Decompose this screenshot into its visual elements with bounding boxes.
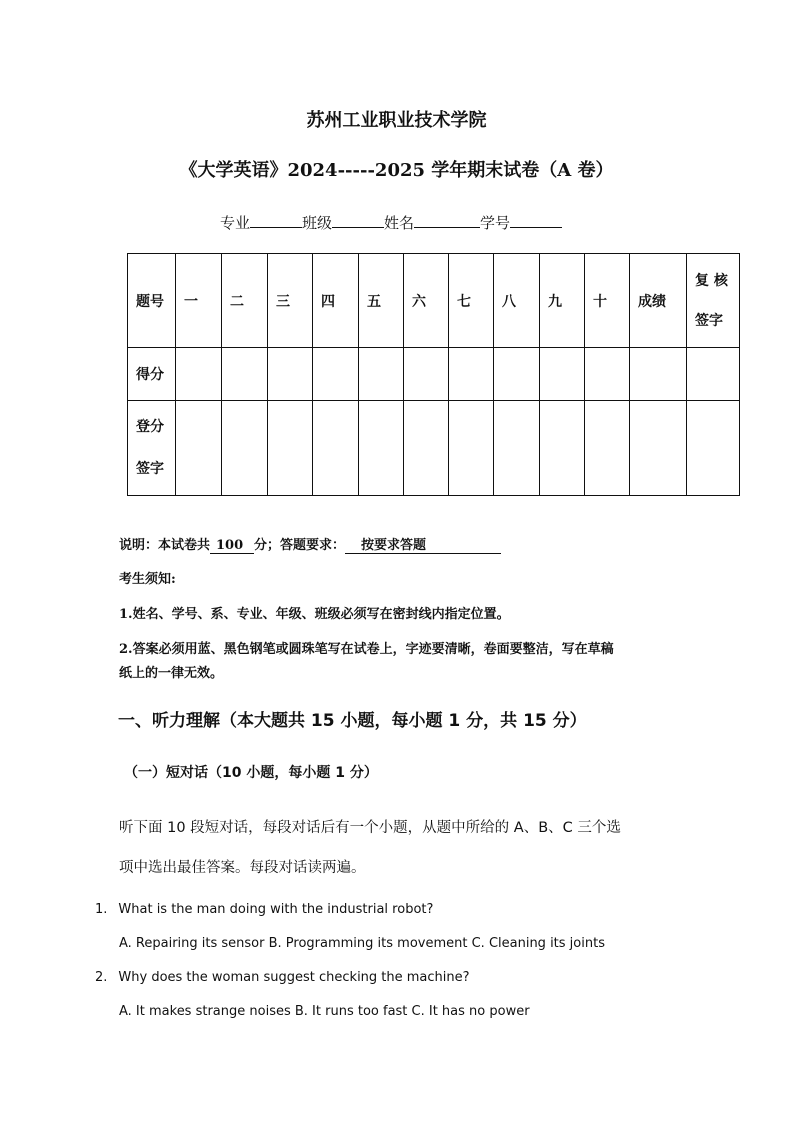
signature-cell[interactable] xyxy=(540,401,585,496)
score-cell[interactable] xyxy=(687,348,740,401)
score-cell[interactable] xyxy=(176,348,222,401)
subsection-title: （一）短对话（10 小题，每小题 1 分） xyxy=(124,765,378,781)
table-row xyxy=(128,401,740,496)
notice-1: 1.姓名、学号、系、专业、年级、班级必须写在密封线内指定位置。 xyxy=(119,607,510,622)
header-cell: 复 核 签字 xyxy=(687,254,740,348)
major-label: 专业 xyxy=(220,214,251,232)
question-2 xyxy=(95,970,470,985)
score-cell[interactable] xyxy=(494,348,540,401)
question-text: Why does the woman suggest checking the machine? xyxy=(118,970,470,985)
header-cell: 八 xyxy=(494,254,540,348)
answer-requirement: 按要求答题 xyxy=(345,534,501,554)
total-score: 100 xyxy=(210,538,254,554)
signature-cell[interactable] xyxy=(449,401,494,496)
id-field[interactable] xyxy=(510,213,562,228)
header-cell: 五 xyxy=(359,254,404,348)
signature-cell[interactable] xyxy=(313,401,359,496)
signature-cell[interactable] xyxy=(630,401,687,496)
name-label: 姓名 xyxy=(384,214,415,232)
question-text: What is the man doing with the industrial robot? xyxy=(118,902,434,917)
signature-cell[interactable] xyxy=(494,401,540,496)
signature-cell[interactable] xyxy=(359,401,404,496)
student-info-line xyxy=(220,212,562,233)
header-cell: 二 xyxy=(222,254,268,348)
header-cell: 四 xyxy=(313,254,359,348)
signature-cell[interactable] xyxy=(268,401,313,496)
signature-cell[interactable] xyxy=(585,401,630,496)
question-number: 2. xyxy=(95,970,108,985)
header-cell: 一 xyxy=(176,254,222,348)
score-label: 得分 xyxy=(128,348,176,401)
score-cell[interactable] xyxy=(540,348,585,401)
instructions-cont: 项中选出最佳答案。每段对话读两遍。 xyxy=(119,860,366,876)
class-label: 班级 xyxy=(302,214,333,232)
table-row xyxy=(128,348,740,401)
notice-2: 2.答案必须用蓝、黑色钢笔或圆珠笔写在试卷上，字迹要清晰，卷面要整洁，写在草稿 xyxy=(119,642,614,657)
description-text: 分；答题要求： xyxy=(254,538,346,553)
notice-2-cont: 纸上的一律无效。 xyxy=(119,666,224,681)
header-cell: 十 xyxy=(585,254,630,348)
major-field[interactable] xyxy=(250,213,302,228)
signature-cell[interactable] xyxy=(176,401,222,496)
question-1 xyxy=(95,902,433,917)
instructions: 听下面 10 段短对话，每段对话后有一个小题，从题中所给的 A、B、C 三个选 xyxy=(119,820,621,836)
signature-cell[interactable] xyxy=(222,401,268,496)
signature-label: 登分 签字 xyxy=(128,401,176,496)
exam-description xyxy=(119,534,501,554)
score-cell[interactable] xyxy=(313,348,359,401)
header-cell: 九 xyxy=(540,254,585,348)
question-2-options: A. It makes strange noises B. It runs too fast C. It has no power xyxy=(119,1004,530,1019)
description-text: 说明：本试卷共 xyxy=(119,538,211,553)
id-label: 学号 xyxy=(480,214,511,232)
notice-title: 考生须知: xyxy=(119,572,176,587)
score-table xyxy=(127,253,740,496)
table-row xyxy=(128,254,740,348)
score-cell[interactable] xyxy=(222,348,268,401)
header-cell: 成绩 xyxy=(630,254,687,348)
class-field[interactable] xyxy=(332,213,384,228)
question-1-options: A. Repairing its sensor B. Programming its movement C. Cleaning its joints xyxy=(119,936,605,951)
score-cell[interactable] xyxy=(585,348,630,401)
name-field[interactable] xyxy=(414,213,480,228)
score-cell[interactable] xyxy=(449,348,494,401)
score-cell[interactable] xyxy=(359,348,404,401)
score-cell[interactable] xyxy=(404,348,449,401)
header-cell: 题号 xyxy=(128,254,176,348)
school-name: 苏州工业职业技术学院 xyxy=(306,110,487,131)
score-cell[interactable] xyxy=(268,348,313,401)
signature-cell[interactable] xyxy=(404,401,449,496)
question-number: 1. xyxy=(95,902,108,917)
signature-cell[interactable] xyxy=(687,401,740,496)
section-title: 一、听力理解（本大题共 15 小题，每小题 1 分，共 15 分） xyxy=(118,711,587,731)
header-cell: 六 xyxy=(404,254,449,348)
score-cell[interactable] xyxy=(630,348,687,401)
header-cell: 七 xyxy=(449,254,494,348)
exam-title: 《大学英语》2024-----2025 学年期末试卷（A 卷） xyxy=(179,160,614,181)
header-cell: 三 xyxy=(268,254,313,348)
